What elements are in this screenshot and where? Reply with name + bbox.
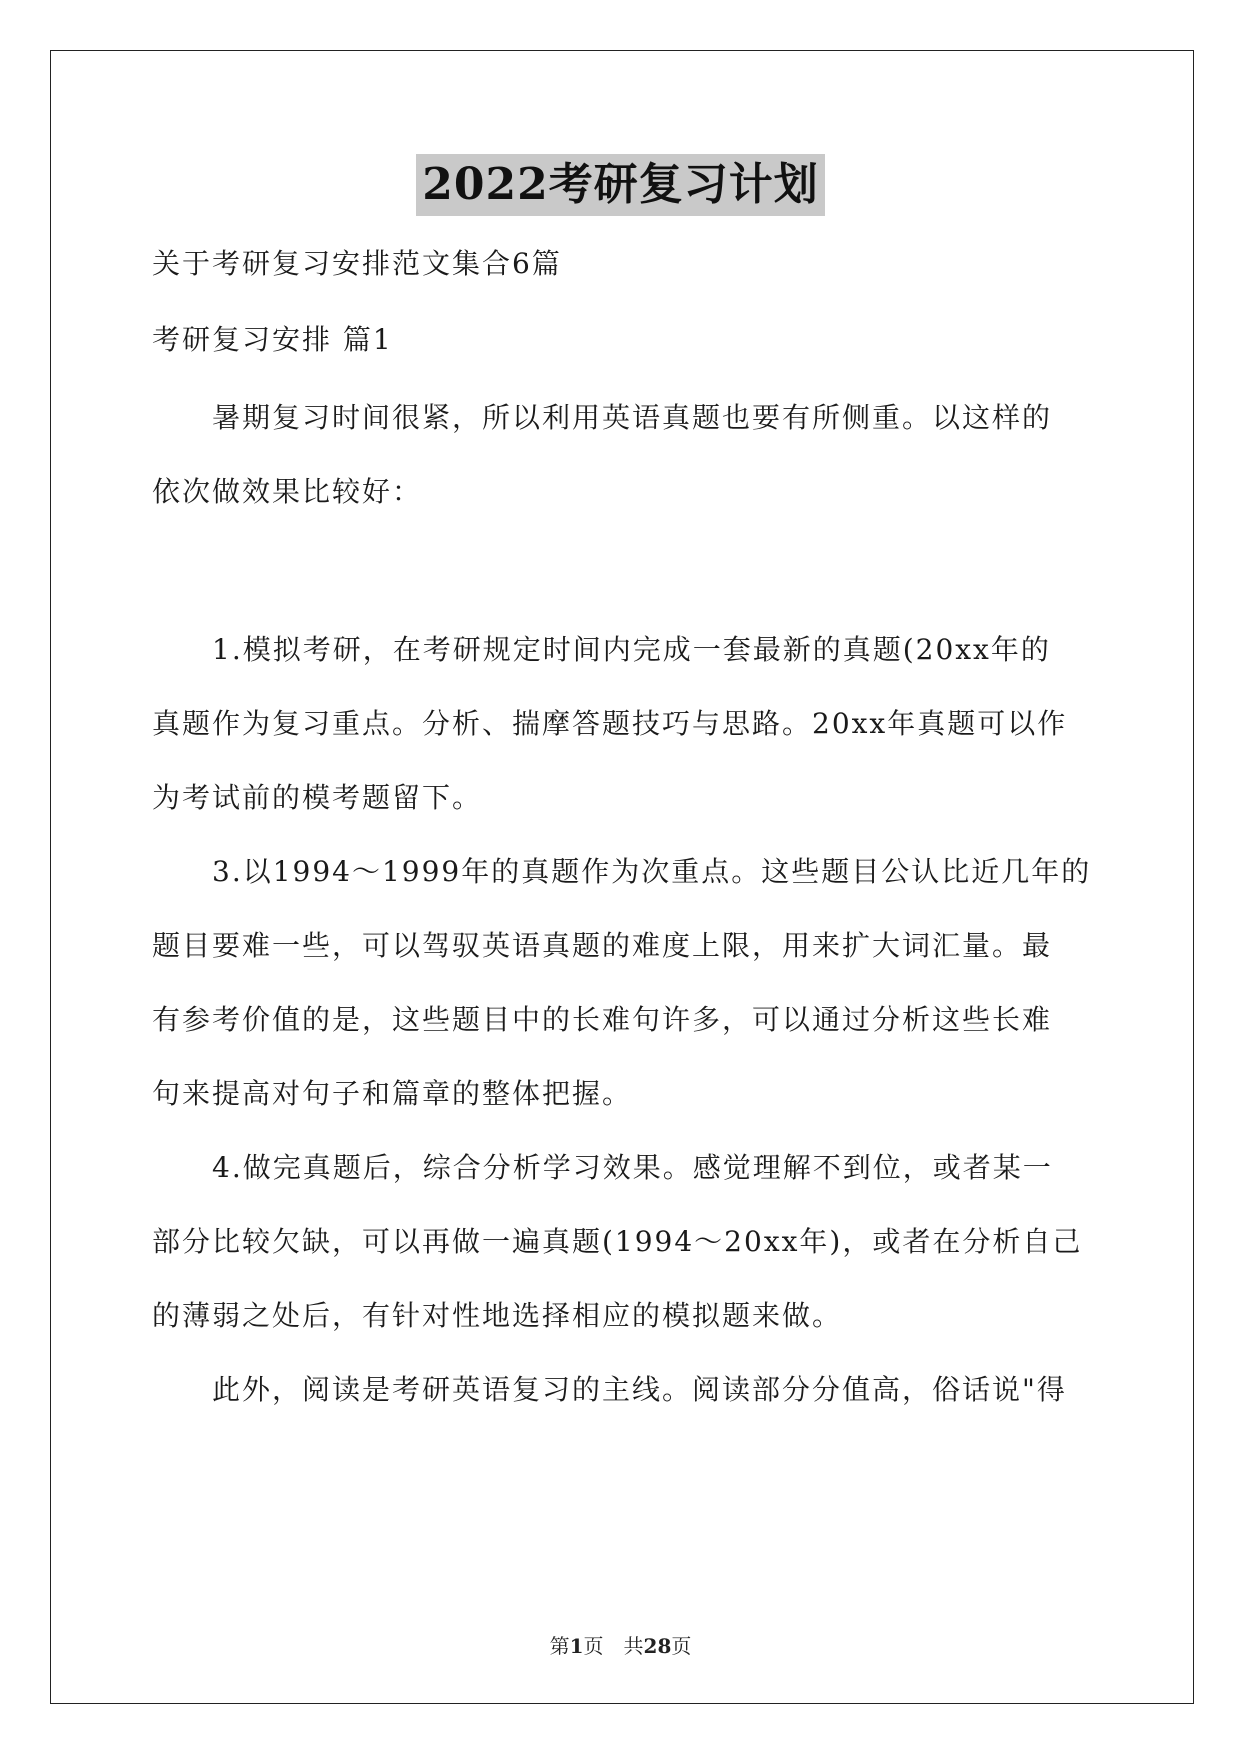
paragraph-line: 4.做完真题后，综合分析学习效果。感觉理解不到位，或者某一 bbox=[212, 1151, 1053, 1184]
paragraph-line: 题目要难一些，可以驾驭英语真题的难度上限，用来扩大词汇量。最 bbox=[152, 929, 1053, 962]
paragraph-line: 暑期复习时间很紧，所以利用英语真题也要有所侧重。以这样的 bbox=[212, 401, 1053, 434]
footer-mid: 页 共 bbox=[583, 1634, 644, 1658]
paragraph-line: 为考试前的模考题留下。 bbox=[152, 781, 483, 814]
paragraph-line: 1.模拟考研，在考研规定时间内完成一套最新的真题(20xx年的 bbox=[212, 633, 1051, 666]
paragraph-line: 的薄弱之处后，有针对性地选择相应的模拟题来做。 bbox=[152, 1299, 843, 1332]
paragraph-line: 真题作为复习重点。分析、揣摩答题技巧与思路。20xx年真题可以作 bbox=[152, 707, 1068, 740]
title-container bbox=[0, 154, 1241, 216]
paragraph-line: 此外，阅读是考研英语复习的主线。阅读部分分值高，俗话说"得 bbox=[212, 1373, 1067, 1406]
paragraph-line: 部分比较欠缺，可以再做一遍真题(1994～20xx年)，或者在分析自己 bbox=[152, 1225, 1083, 1258]
page-footer bbox=[0, 1632, 1241, 1660]
footer-prefix: 第 bbox=[549, 1634, 570, 1658]
document-title: 2022考研复习计划 bbox=[416, 154, 824, 216]
footer-suffix: 页 bbox=[671, 1634, 692, 1658]
paragraph-line: 有参考价值的是，这些题目中的长难句许多，可以通过分析这些长难 bbox=[152, 1003, 1053, 1036]
footer-page-number: 1 bbox=[569, 1634, 584, 1658]
paragraph-line: 句来提高对句子和篇章的整体把握。 bbox=[152, 1077, 633, 1110]
footer-total-pages: 28 bbox=[643, 1634, 672, 1658]
section-heading: 考研复习安排 篇1 bbox=[152, 323, 393, 356]
paragraph-line: 3.以1994～1999年的真题作为次重点。这些题目公认比近几年的 bbox=[212, 855, 1092, 888]
subtitle-line: 关于考研复习安排范文集合6篇 bbox=[152, 247, 562, 280]
paragraph-line: 依次做效果比较好： bbox=[152, 475, 423, 508]
